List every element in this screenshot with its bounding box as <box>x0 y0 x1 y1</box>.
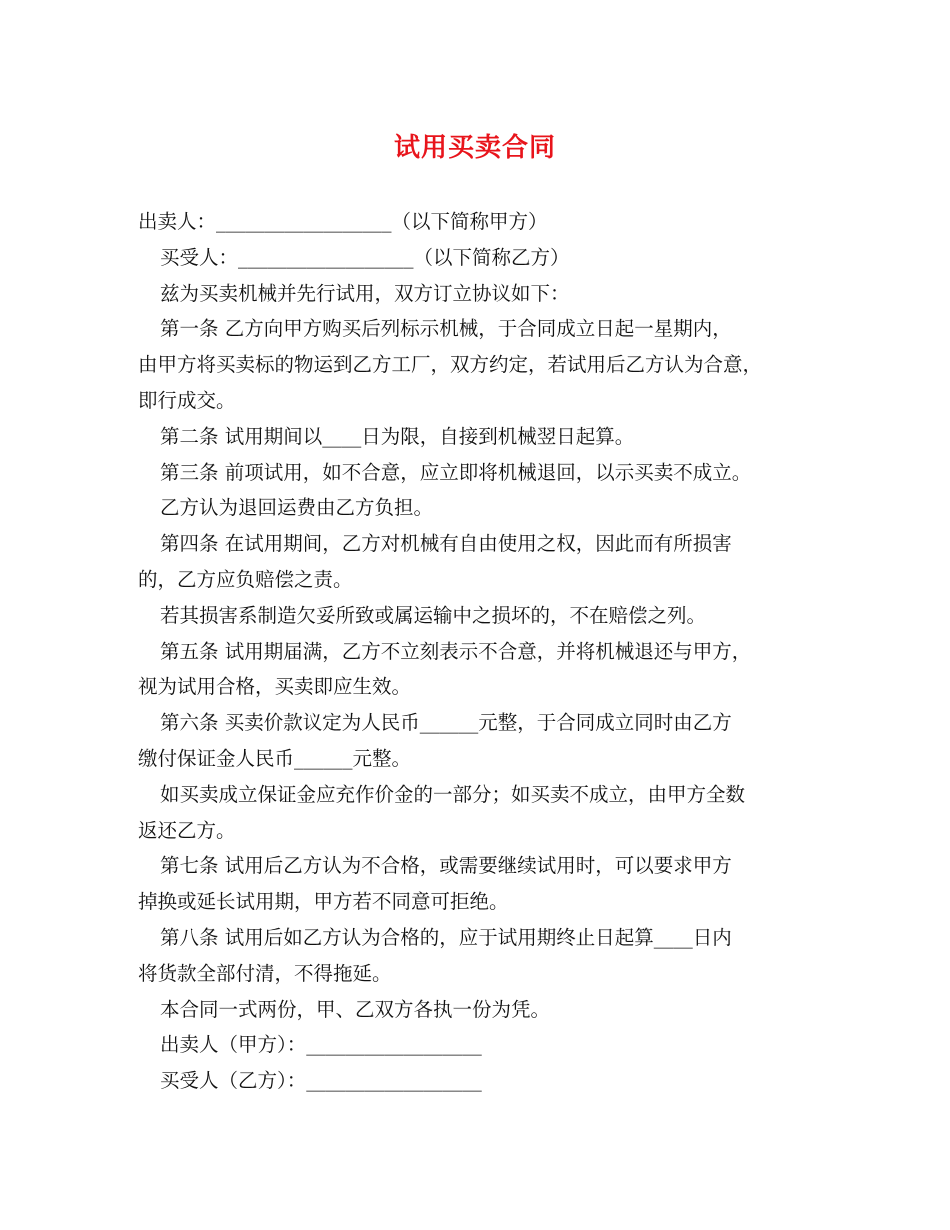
contract-line: 由甲方将买卖标的物运到乙方工厂，双方约定，若试用后乙方认为合意， <box>138 353 763 377</box>
contract-body <box>138 204 823 1099</box>
contract-line: 视为试用合格，买卖即应生效。 <box>138 675 412 699</box>
contract-line: 买受人（乙方）：__________________ <box>160 1069 482 1093</box>
contract-line: 第三条 前项试用，如不合意，应立即将机械退回，以示买卖不成立。 <box>160 460 752 484</box>
contract-line: 买受人：__________________（以下简称乙方） <box>160 245 570 269</box>
contract-line: 乙方认为退回运费由乙方负担。 <box>160 496 434 520</box>
contract-line: 兹为买卖机械并先行试用，双方订立协议如下： <box>160 281 570 305</box>
contract-line: 第五条 试用期届满，乙方不立刻表示不合意，并将机械退还与甲方， <box>160 639 752 663</box>
contract-line: 第七条 试用后乙方认为不合格，或需要继续试用时，可以要求甲方 <box>160 854 732 878</box>
contract-line: 第一条 乙方向甲方购买后列标示机械，于合同成立日起一星期内， <box>160 317 732 341</box>
contract-line: 若其损害系制造欠妥所致或属运输中之损坏的，不在赔偿之列。 <box>160 603 707 627</box>
contract-line: 本合同一式两份，甲、乙双方各执一份为凭。 <box>160 997 551 1021</box>
contract-line: 掉换或延长试用期，甲方若不同意可拒绝。 <box>138 890 509 914</box>
contract-line: 如买卖成立保证金应充作价金的一部分；如买卖不成立，由甲方全数 <box>160 782 746 806</box>
contract-line: 缴付保证金人民币______元整。 <box>138 746 412 770</box>
contract-line: 出卖人：__________________（以下简称甲方） <box>138 210 548 233</box>
contract-line: 出卖人（甲方）：__________________ <box>160 1033 482 1057</box>
contract-line: 第八条 试用后如乙方认为合格的，应于试用期终止日起算____日内 <box>160 925 732 949</box>
contract-line: 返还乙方。 <box>138 818 236 842</box>
document-title: 试用买卖合同 <box>393 133 556 163</box>
contract-line: 将货款全部付清，不得拖延。 <box>138 961 392 985</box>
contract-line: 第二条 试用期间以____日为限，自接到机械翌日起算。 <box>160 424 635 448</box>
contract-line: 即行成交。 <box>138 388 236 412</box>
contract-line: 第四条 在试用期间，乙方对机械有自由使用之权，因此而有所损害 <box>160 532 732 556</box>
contract-line: 的，乙方应负赔偿之责。 <box>138 567 353 591</box>
contract-line: 第六条 买卖价款议定为人民币______元整，于合同成立同时由乙方 <box>160 711 732 735</box>
